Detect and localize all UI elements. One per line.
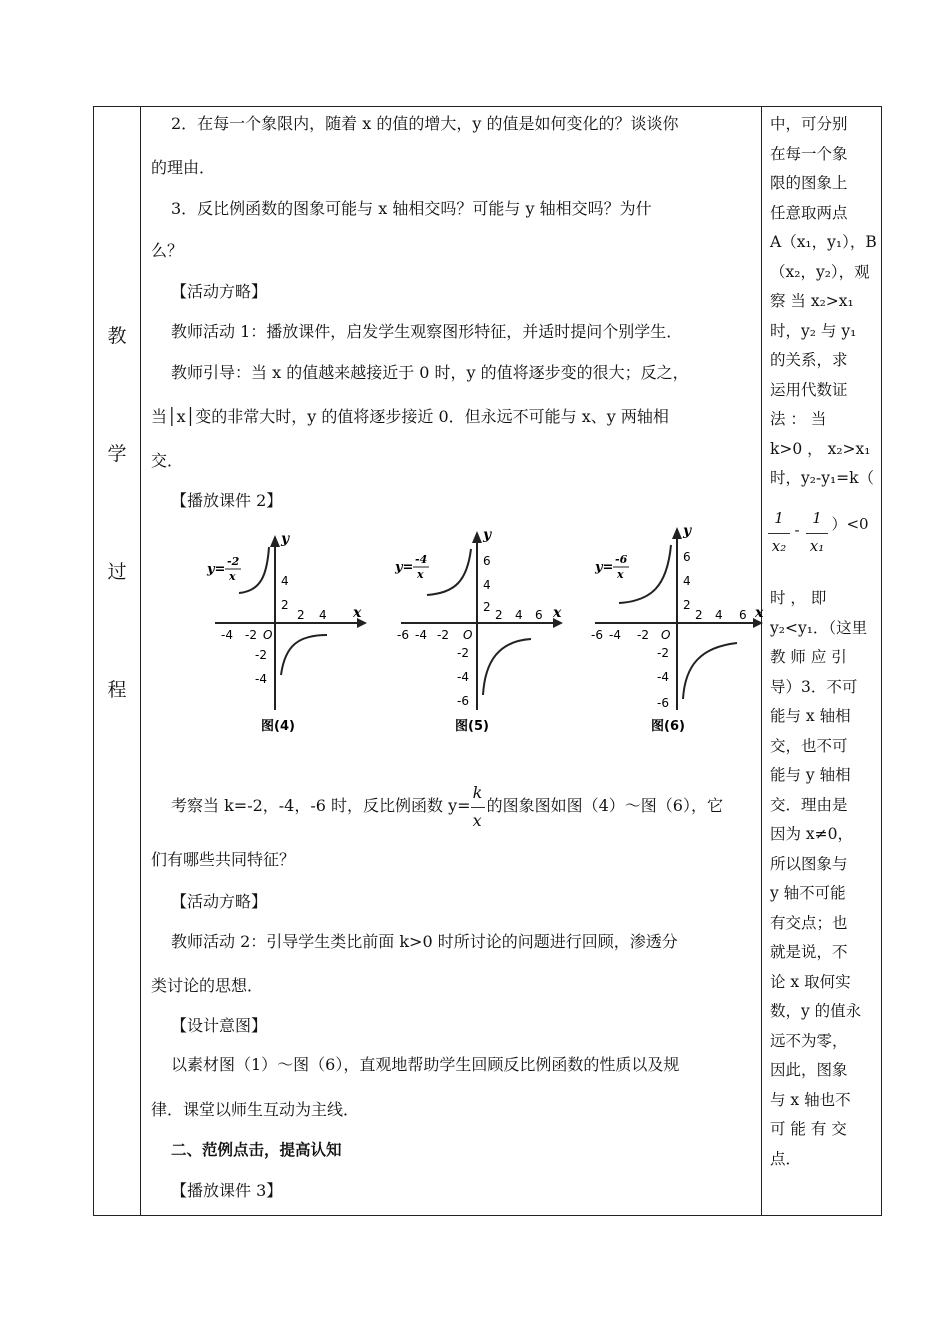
x-tick-label: 4 [319,608,327,622]
note-line: 因此，图象 [770,1061,848,1079]
observe-text: 的图象图如图（4）～图（6），它 [486,796,723,815]
stage-label-char: 学 [107,443,127,465]
note-line: 交，也不可 [770,736,848,755]
figure-caption: 图(6) [651,719,685,734]
note-line: 教 师 应 引 [770,648,847,666]
x-tick-label: -2 [245,628,257,642]
origin-label: O [661,628,671,642]
hyperbola-figure-4 [203,525,373,739]
x-tick-label: 2 [495,608,503,622]
figure-caption: 图(5) [455,719,489,734]
equation-label: y= [207,562,226,577]
note-line: 时，y₂ 与 y₁ [770,321,857,340]
teacher-activity-2: 类讨论的思想． [151,976,264,995]
note-line: 就是说，不 [770,943,848,961]
x-tick-label: -4 [609,628,621,642]
equation-numerator: -4 [415,553,428,566]
hyperbola-figure-6 [591,525,771,739]
y-axis-label: y [683,525,692,539]
y-tick-label: 2 [683,598,691,612]
hyperbola-graph [203,525,373,735]
x-axis-label: x [353,605,362,621]
minus-sign: - [794,521,800,539]
note-line: 所以图象与 [770,854,848,873]
stage-label-char: 过 [107,561,127,583]
teacher-activity-1: 教师活动 1：播放课件，启发学生观察图形特征，并适时提问个别学生． [171,322,683,341]
note-line: 法 ： 当 [770,410,827,428]
note-line: 的关系，求 [770,351,848,369]
note-line: （x₂，y₂），观 [770,262,870,281]
y-tick-label: -4 [657,670,669,684]
question-2-line: 的理由． [151,158,216,177]
teaching-content [141,107,764,1215]
note-line: k>0 ， x₂>x₁ [770,439,871,458]
hyperbola-graph [591,525,771,735]
equation-numerator: -6 [615,553,628,566]
teacher-guide-line: 当│x│变的非常大时，y 的值将逐步接近 0．但永远不可能与 x、y 两轴相 [151,407,669,426]
origin-label: O [263,628,273,642]
y-tick-label: 6 [683,550,691,564]
design-heading: 【设计意图】 [171,1016,268,1035]
fraction-numerator: k [472,782,483,802]
y-tick-label: 4 [483,578,491,592]
design-text: 以素材图（1）～图（6），直观地帮助学生回顾反比例函数的性质以及规 [171,1055,680,1074]
y-tick-label: 2 [281,598,289,612]
note-line: 在每一个象 [770,144,848,163]
note-line: 可 能 有 交 [770,1120,847,1138]
y-axis-label: y [281,531,290,547]
x-tick-label: -2 [637,628,649,642]
y-tick-label: -4 [457,670,469,684]
y-tick-label: -2 [255,648,267,662]
fraction-denominator: x [472,810,482,830]
note-line: 交．理由是 [770,795,848,814]
note-line: 与 x 轴也不 [770,1090,851,1109]
y-tick-label: -6 [657,696,669,710]
fraction-numerator: 1 [812,509,822,527]
observe-line [171,782,771,830]
y-axis-label: y [483,527,492,543]
y-tick-label: 2 [483,600,491,614]
lesson-table [93,106,882,1216]
question-3-line: 3．反比例函数的图象可能与 x 轴相交吗？可能与 y 轴相交吗？为什 [171,199,652,218]
notes-column [762,107,882,1215]
y-tick-label: -2 [457,646,469,660]
fraction-numerator: 1 [774,509,784,527]
x-axis-label: x [755,605,764,621]
x-tick-label: 6 [535,608,543,622]
equation-label: y= [595,560,614,575]
x-tick-label: -6 [591,628,603,642]
equation-numerator: -2 [227,555,240,568]
note-line: 能与 x 轴相 [770,707,851,725]
y-tick-label: -2 [657,646,669,660]
teacher-activity-2: 教师活动 2：引导学生类比前面 k>0 时所讨论的问题进行回顾，渗透分 [171,932,678,951]
fraction-denominator: x₁ [809,537,825,555]
y-tick-label: -6 [457,694,469,708]
hyperbola-graph [393,525,573,735]
x-axis-label: x [553,605,562,621]
teacher-guide-line: 交． [151,451,184,470]
x-tick-label: -2 [437,628,449,642]
stage-label-column [94,107,140,1215]
equation-denominator: x [229,570,236,583]
equation-denominator: x [617,568,624,581]
x-tick-label: 4 [515,608,523,622]
stage-label-char: 程 [107,679,127,701]
note-line: 运用代数证 [770,380,848,399]
strategy-heading: 【活动方略】 [171,282,268,301]
courseware-2-heading: 【播放课件 2】 [171,491,283,510]
note-line: 论 x 取何实 [770,972,851,991]
note-line: 点． [770,1149,802,1168]
note-line: 数，y 的值永 [770,1002,862,1020]
note-line: 限的图象上 [770,174,848,192]
y-tick-label: 6 [483,554,491,568]
x-tick-label: -4 [221,628,233,642]
k-over-x-fraction [471,782,487,830]
design-text: 律．课堂以师生互动为主线． [151,1100,360,1119]
x-tick-label: 2 [297,608,305,622]
stage-label-char: 教 [107,325,127,347]
figure-caption: 图(4) [261,719,295,734]
question-2-line: 2．在每一个象限内，随着 x 的值的增大，y 的值是如何变化的？谈谈你 [171,114,679,133]
observe-text: 考察当 k=-2，-4，-6 时，反比例函数 y= [171,796,471,815]
question-3-line: 么？ [151,241,184,260]
note-line: 有交点；也 [770,913,848,932]
note-line: 远不为零， [770,1031,848,1050]
note-line: 时 ， 即 [770,589,827,607]
observe-line: 们有哪些共同特征？ [151,850,296,869]
note-line: 时，y₂-y₁=k（ [770,469,875,487]
strategy-heading: 【活动方略】 [171,892,268,911]
x-tick-label: 6 [739,608,747,622]
note-line: y 轴不可能 [770,884,846,902]
origin-label: O [463,628,473,642]
y-tick-label: 4 [281,574,289,588]
note-line: 因为 x≠0， [770,825,854,843]
x-tick-label: 4 [715,608,723,622]
fraction-denominator: x₂ [771,537,787,555]
teacher-guide-line: 教师引导：当 x 的值越来越接近于 0 时，y 的值将逐步变的很大；反之， [171,363,689,382]
note-line: 中，可分别 [770,115,848,133]
x-tick-label: 2 [695,608,703,622]
section-two-heading: 二、范例点击，提高认知 [171,1141,342,1159]
note-line: 导）3．不可 [770,677,858,696]
hyperbola-figure-5 [393,525,573,739]
y-tick-label: 4 [683,574,691,588]
note-line: 察 当 x₂>x₁ [770,292,854,310]
x-tick-label: -6 [397,628,409,642]
equation-denominator: x [417,568,424,581]
x-tick-label: -4 [415,628,427,642]
note-line: y₂<y₁．（这里 [770,618,868,637]
fraction-tail: ）<0 [831,515,869,533]
y-tick-label: -4 [255,672,267,686]
courseware-3-heading: 【播放课件 3】 [171,1181,283,1200]
equation-label: y= [395,560,414,575]
note-line: A（x₁，y₁），B [770,233,877,251]
note-line: 能与 y 轴相 [770,766,851,784]
note-line: 任意取两点 [770,203,848,222]
